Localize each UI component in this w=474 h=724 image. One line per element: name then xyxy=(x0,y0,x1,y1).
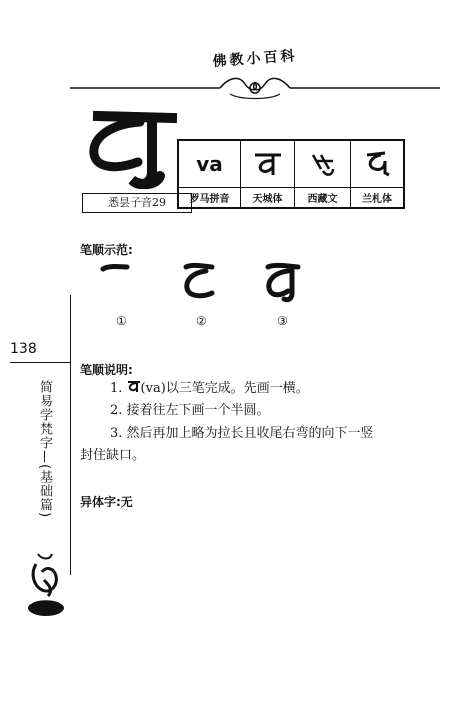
stroke-step-3-glyph xyxy=(258,255,308,305)
label-devanagari: 天城体 xyxy=(241,187,295,207)
item-1-text: (va)以三笔完成。先画一横。 xyxy=(140,381,309,396)
label-roman: 罗马拼音 xyxy=(179,187,241,207)
page-number: 138 xyxy=(10,341,37,357)
lantsa-cell xyxy=(351,141,403,187)
stroke-demo-label: 笔顺示范: xyxy=(80,243,133,257)
tibetan-cell xyxy=(295,141,351,187)
glyph-caption: 悉昙子音29 xyxy=(82,193,192,213)
header-ornament xyxy=(70,66,440,100)
devanagari-va-glyph xyxy=(253,149,283,179)
stroke-step-1-glyph xyxy=(95,255,145,305)
explanation-heading: 笔顺说明: xyxy=(80,363,133,377)
series-title: 佛教小百科 xyxy=(212,48,299,70)
margin-rule-horizontal xyxy=(10,362,70,363)
step-number-2: ② xyxy=(196,314,207,328)
siddham-va-glyph xyxy=(80,106,180,202)
step-number-3: ③ xyxy=(277,314,288,328)
margin-rule-vertical xyxy=(70,295,71,575)
book-title-vertical: 简易学梵字—(基础篇) xyxy=(37,380,52,519)
label-lantsa: 兰札体 xyxy=(351,187,403,207)
script-comparison-table xyxy=(177,139,405,209)
roman-transliteration: va xyxy=(196,152,223,176)
explanation-item-3-line-1: 3. 然后再加上略为拉长且收尾右弯的向下一竖 xyxy=(110,426,374,441)
item-1-number: 1. xyxy=(110,381,123,396)
buddhist-emblem-icon xyxy=(22,550,70,620)
step-number-1: ① xyxy=(116,314,127,328)
explanation-item-2: 2. 接着往左下画一个半圆。 xyxy=(110,403,270,418)
label-tibetan: 西藏文 xyxy=(295,187,351,207)
explanation-item-3-line-2: 封住缺口。 xyxy=(80,448,146,463)
inline-va-glyph xyxy=(127,380,141,394)
lantsa-va-glyph xyxy=(363,149,391,179)
variant-characters: 异体字:无 xyxy=(80,495,133,509)
explanation-item-1 xyxy=(110,378,440,400)
stroke-step-2-glyph xyxy=(176,255,226,305)
tibetan-va-glyph xyxy=(309,149,337,179)
devanagari-cell xyxy=(241,141,295,187)
roman-cell xyxy=(179,141,241,187)
